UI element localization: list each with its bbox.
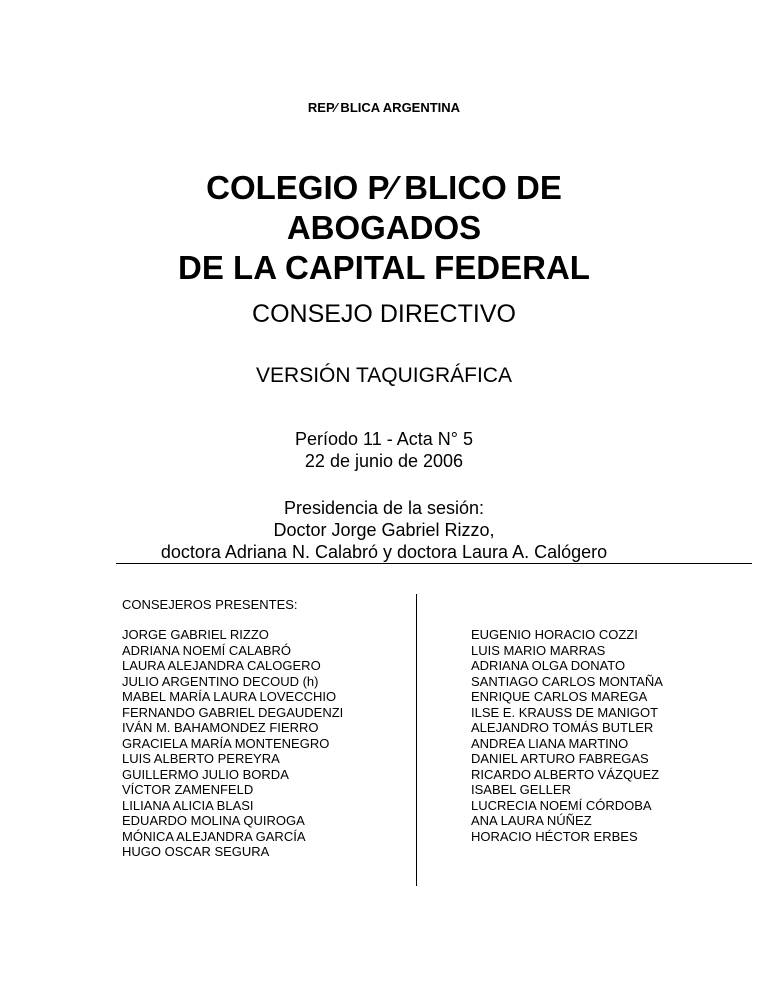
list-item: LUCRECIA NOEMÍ CÓRDOBA [471,797,652,813]
list-item: ILSE E. KRAUSS DE MANIGOT [471,704,659,720]
date-line: 22 de junio de 2006 [304,451,464,471]
list-item: ANA LAURA NÚÑEZ [471,813,592,828]
list-item: EUGENIO HORACIO COZZI [471,627,638,642]
list-item: MÓNICA ALEJANDRA GARCÍA [122,828,306,844]
presidency-line: Presidencia de la sesión: [283,498,485,518]
country-heading: REP⁄ BLICA ARGENTINA [307,100,461,115]
list-item: ENRIQUE CARLOS MAREGA [471,689,648,704]
list-item: MABEL MARÍA LAURA LOVECCHIO [122,689,337,704]
council-heading: CONSEJO DIRECTIVO [252,300,516,328]
document-title [0,168,768,288]
list-item: ANDREA LIANA MARTINO [471,735,629,751]
list-item: DANIEL ARTURO FABREGAS [471,751,649,766]
list-item: FERNANDO GABRIEL DEGAUDENZI [122,704,344,720]
attendance-list-right [471,627,663,844]
list-item: HORACIO HÉCTOR ERBES [471,828,638,844]
column-divider [416,594,417,886]
list-item: EDUARDO MOLINA QUIROGA [122,813,305,828]
title-line: DE LA CAPITAL FEDERAL [178,249,590,286]
presidency-block [0,497,768,563]
list-item: JULIO ARGENTINO DECOUD (h) [122,673,319,689]
session-info [0,428,768,472]
list-item: GRACIELA MARÍA MONTENEGRO [122,735,330,751]
horizontal-divider [116,563,752,564]
presidency-line: doctora Adriana N. Calabró y doctora Laura A. Calógero [160,542,608,562]
attendance-list-left [122,627,343,860]
list-item: LUIS MARIO MARRAS [471,642,606,658]
list-item: GUILLERMO JULIO BORDA [122,766,289,782]
list-item: ADRIANA NOEMÍ CALABRÓ [122,642,292,658]
list-item: ISABEL GELLER [471,782,571,797]
list-item: JORGE GABRIEL RIZZO [122,627,269,642]
list-item: LUIS ALBERTO PEREYRA [122,751,280,766]
list-item: VÍCTOR ZAMENFELD [122,782,254,797]
title-line: COLEGIO P⁄ BLICO DE [206,169,562,206]
list-item: LILIANA ALICIA BLASI [122,797,254,813]
attendance-label: CONSEJEROS PRESENTES: [122,597,298,612]
list-item: RICARDO ALBERTO VÁZQUEZ [471,766,660,782]
list-item: SANTIAGO CARLOS MONTAÑA [471,673,663,689]
list-item: LAURA ALEJANDRA CALOGERO [122,658,321,673]
list-item: IVÁN M. BAHAMONDEZ FIERRO [122,720,319,735]
title-line: ABOGADOS [286,209,482,246]
list-item: ADRIANA OLGA DONATO [471,658,626,673]
version-heading: VERSIÓN TAQUIGRÁFICA [256,364,512,387]
list-item: ALEJANDRO TOMÁS BUTLER [471,720,654,735]
list-item: HUGO OSCAR SEGURA [122,844,270,859]
period-line: Período 11 - Acta N° 5 [295,429,473,449]
presidency-line: Doctor Jorge Gabriel Rizzo, [273,520,495,540]
